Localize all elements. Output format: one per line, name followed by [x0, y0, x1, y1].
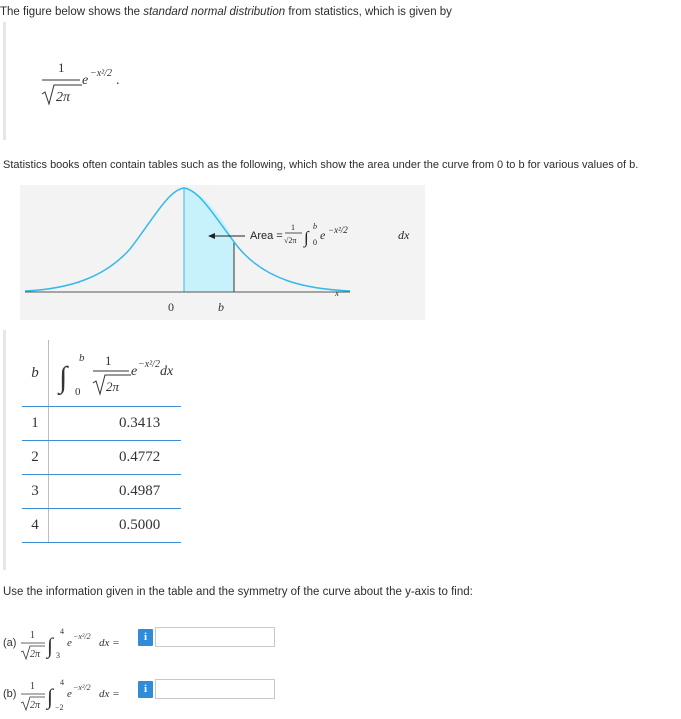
- x-axis-label: x: [335, 288, 339, 298]
- table-row: [22, 407, 181, 441]
- qb-radicand: 2π: [30, 700, 41, 711]
- answer-a-input[interactable]: [155, 627, 275, 647]
- qa-radicand: 2π: [30, 649, 41, 660]
- qa-frac-num: 1: [30, 630, 35, 641]
- question-b-label: (b): [3, 688, 17, 700]
- area-frac-num: 1: [291, 223, 295, 232]
- row-b: 2: [22, 441, 49, 475]
- normal-distribution-figure: [20, 185, 425, 320]
- table-header-row: [22, 340, 181, 407]
- row-value: 0.4987: [49, 475, 182, 509]
- header-b-label: b: [31, 364, 39, 381]
- qb-lower: −2: [55, 703, 64, 712]
- use-sentence: Use the information given in the table and the symmetry of the curve about the y-axis to find:: [3, 586, 473, 598]
- info-icon[interactable]: i: [138, 681, 153, 698]
- tables-sentence: Statistics books often contain tables such as the following, which show the area under the curve from 0 to b for various values of b.: [3, 159, 639, 171]
- answer-b-input[interactable]: [155, 679, 275, 699]
- header-b: [22, 340, 49, 407]
- qa-e: e: [67, 637, 72, 649]
- qb-frac-num: 1: [30, 681, 35, 692]
- question-a: [3, 626, 143, 663]
- table-row: [22, 441, 181, 475]
- header-int-upper: b: [79, 351, 85, 364]
- intro-before: The figure below shows the: [0, 6, 144, 18]
- header-integral-expression: [49, 341, 179, 401]
- row-value: 0.3413: [49, 407, 182, 441]
- table-block-border: [3, 330, 10, 570]
- area-integral-sign: ∫: [304, 228, 309, 247]
- normal-density-formula: [30, 58, 140, 114]
- table-row: [22, 475, 181, 509]
- qb-upper: 4: [60, 678, 64, 687]
- area-label: Area =: [250, 230, 283, 242]
- question-a-label: (a): [3, 637, 17, 649]
- row-value: 0.4772: [49, 441, 182, 475]
- header-radicand: 2π: [106, 378, 120, 394]
- header-expression: [49, 340, 182, 407]
- row-b: 3: [22, 475, 49, 509]
- qb-integral-sign: ∫: [47, 684, 54, 709]
- table-row: [22, 509, 181, 543]
- formula-numerator: 1: [58, 60, 65, 75]
- qb-exponent: −x²/2: [73, 683, 91, 692]
- formula-e: e: [82, 73, 89, 88]
- row-b: 4: [22, 509, 49, 543]
- question-b: [3, 677, 143, 716]
- row-value: 0.5000: [49, 509, 182, 543]
- area-exponent: −x²/2: [328, 225, 348, 235]
- area-frac-den: √2π: [284, 236, 297, 245]
- header-frac-num: 1: [105, 352, 112, 368]
- question-a-expression: [3, 626, 143, 660]
- header-dx: dx: [160, 363, 174, 379]
- area-int-upper: b: [313, 222, 317, 231]
- intro-after: from statistics, which is given by: [285, 6, 452, 18]
- qa-integral-sign: ∫: [47, 633, 54, 658]
- intro-emphasis: standard normal distribution: [143, 6, 286, 18]
- qa-exponent: −x²/2: [73, 632, 91, 641]
- tick-label-zero: 0: [168, 300, 174, 314]
- formula-block-border: [3, 22, 12, 140]
- header-int-lower: 0: [75, 385, 81, 398]
- formula-exponent: −x²/2: [90, 68, 112, 79]
- intro-text: [0, 4, 681, 20]
- formula-period: .: [116, 73, 120, 88]
- header-integral-sign: ∫: [59, 360, 68, 394]
- tick-label-b: b: [218, 300, 224, 314]
- qb-e: e: [67, 688, 72, 700]
- header-e: e: [131, 363, 138, 379]
- area-table: [22, 340, 181, 543]
- qa-upper: 4: [60, 627, 64, 636]
- area-int-lower: 0: [313, 238, 317, 247]
- question-b-expression: [3, 677, 143, 713]
- area-e: e: [320, 228, 326, 242]
- area-dx: dx: [398, 228, 410, 242]
- qb-dx: dx =: [99, 688, 120, 700]
- row-b: 1: [22, 407, 49, 441]
- info-icon[interactable]: i: [138, 629, 153, 646]
- header-exponent: −x²/2: [138, 358, 160, 370]
- qa-dx: dx =: [99, 637, 120, 649]
- qa-lower: 3: [56, 651, 60, 660]
- formula-radicand: 2π: [56, 90, 71, 105]
